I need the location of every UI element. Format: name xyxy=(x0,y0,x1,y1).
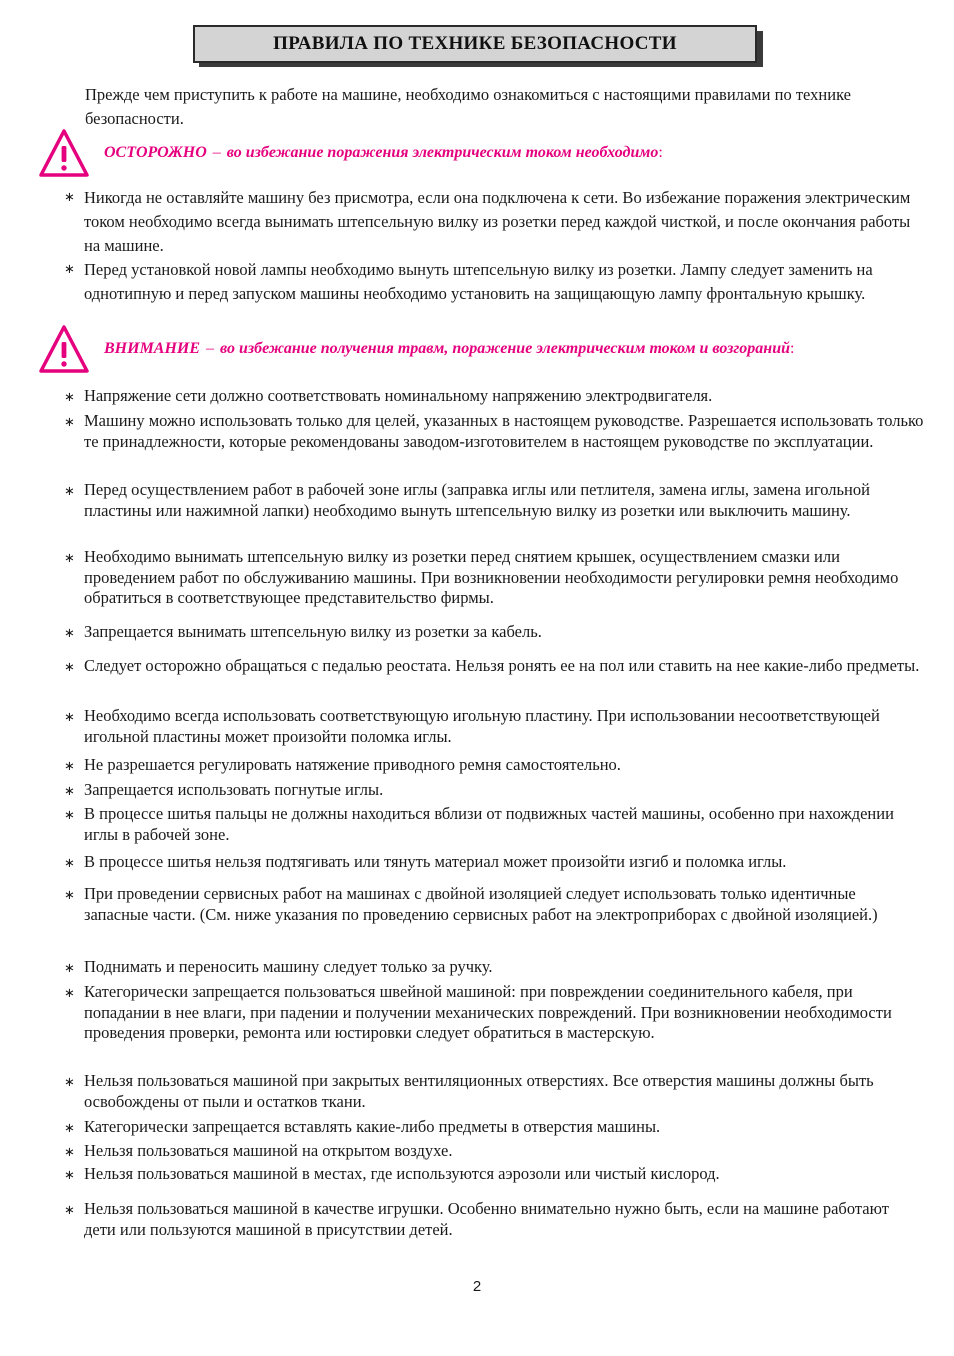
attention-item-9 xyxy=(64,780,924,801)
attention-description: во избежание получения травм, поражение электрическим током и возгораний xyxy=(220,340,790,357)
bullet-star: ∗ xyxy=(64,262,75,277)
attention-item-18 xyxy=(64,1164,924,1185)
list-item-text: Запрещается использовать погнутые иглы. xyxy=(84,780,384,799)
bullet-star: ∗ xyxy=(64,1203,75,1218)
attention-item-4 xyxy=(64,547,924,609)
bullet-star: ∗ xyxy=(64,1168,75,1183)
intro-paragraph: Прежде чем приступить к работе на машине, необходимо ознакомиться с настоящими правилами по технике безопасности. xyxy=(85,85,851,128)
attention-item-13 xyxy=(64,957,924,978)
attention-label: ВНИМАНИЕ xyxy=(104,340,201,357)
caution-item-1 xyxy=(64,186,924,258)
page-title: ПРАВИЛА ПО ТЕХНИКЕ БЕЗОПАСНОСТИ xyxy=(193,25,757,63)
bullet-star: ∗ xyxy=(64,660,75,675)
attention-item-11 xyxy=(64,852,924,873)
list-item-text: Следует осторожно обращаться с педалью реостата. Нельзя ронять ее на пол или ставить на нее какие-либо предметы. xyxy=(84,656,920,675)
caution-item-2 xyxy=(64,258,924,306)
attention-item-1 xyxy=(64,386,924,407)
bullet-star: ∗ xyxy=(64,551,75,566)
attention-item-2 xyxy=(64,411,924,452)
caution-label: ОСТОРОЖНО xyxy=(104,144,207,161)
bullet-star: ∗ xyxy=(64,888,75,903)
attention-item-3 xyxy=(64,480,924,521)
list-item-text: В процессе шитья пальцы не должны находиться вблизи от подвижных частей машины, особенно при нахождении иглы в рабочей зоне. xyxy=(84,804,894,844)
bullet-star: ∗ xyxy=(64,856,75,871)
bullet-star: ∗ xyxy=(64,961,75,976)
bullet-star: ∗ xyxy=(64,415,75,430)
attention-text xyxy=(104,340,794,358)
bullet-star: ∗ xyxy=(64,759,75,774)
attention-colon: : xyxy=(789,340,795,357)
bullet-star: ∗ xyxy=(64,1145,75,1160)
attention-item-17 xyxy=(64,1141,924,1162)
list-item-text: Нельзя пользоваться машиной в местах, где используются аэрозоли или чистый кислород. xyxy=(84,1164,720,1183)
attention-heading xyxy=(38,324,794,374)
list-item-text: Необходимо вынимать штепсельную вилку из розетки перед снятием крышек, осуществлением смазки или проведением работ по обслуживанию машины. При возникновении необходимости регулировки ремня необходимо обратиться в соответствующее представительство фирмы. xyxy=(84,547,899,607)
bullet-star: ∗ xyxy=(64,710,75,725)
list-item-text: Нельзя пользоваться машиной на открытом воздухе. xyxy=(84,1141,453,1160)
bullet-star: ∗ xyxy=(64,190,75,205)
caution-colon: : xyxy=(658,144,663,161)
bullet-star: ∗ xyxy=(64,808,75,823)
list-item-text: При проведении сервисных работ на машинах с двойной изоляцией следует использовать только идентичные запасные части. (См. ниже указания по проведению сервисных работ на электроприборах с двойной изоляцией.) xyxy=(84,884,878,924)
attention-item-15 xyxy=(64,1071,924,1112)
bullet-star: ∗ xyxy=(64,986,75,1001)
caution-text xyxy=(104,144,663,162)
attention-item-7 xyxy=(64,706,924,747)
list-item-text: Необходимо всегда использовать соответствующую игольную пластину. При использовании несоответствующей игольной пластины может произойти поломка иглы. xyxy=(84,706,880,746)
list-item-text: Перед установкой новой лампы необходимо вынуть штепсельную вилку из розетки. Лампу следует заменить на однотипную и перед запуском машины необходимо установить на защищающую лампу фронтальную крышку. xyxy=(84,260,873,303)
attention-dash: – xyxy=(206,340,215,357)
list-item-text: Нельзя пользоваться машиной при закрытых вентиляционных отверстиях. Все отверстия машины должны быть освобождены от пыли и остатков ткани. xyxy=(84,1071,874,1111)
warning-triangle-icon xyxy=(38,128,90,178)
bullet-star: ∗ xyxy=(64,1075,75,1090)
attention-item-12 xyxy=(64,884,924,925)
list-item-text: В процессе шитья нельзя подтягивать или тянуть материал может произойти изгиб и поломка иглы. xyxy=(84,852,787,871)
bullet-star: ∗ xyxy=(64,784,75,799)
list-item-text: Напряжение сети должно соответствовать номинальному напряжению электродвигателя. xyxy=(84,386,713,405)
list-item-text: Категорически запрещается вставлять какие-либо предметы в отверстия машины. xyxy=(84,1117,661,1136)
list-item-text: Категорически запрещается пользоваться швейной машиной: при повреждении соединительного кабеля, при попадании в нее влаги, при падении и получении механических повреждений. При возникновении необходимости проведения проверки, ремонта или юстировки следует обратиться в мастерскую. xyxy=(84,982,892,1042)
attention-item-16 xyxy=(64,1117,924,1138)
list-item-text: Никогда не оставляйте машину без присмотра, если она подключена к сети. Во избежание поражения электрическим током необходимо всегда вынимать штепсельную вилку из розетки перед каждой чисткой, и после окончания работы на машине. xyxy=(84,188,911,255)
attention-item-8 xyxy=(64,755,924,776)
page-title-banner xyxy=(193,25,763,67)
attention-item-14 xyxy=(64,982,924,1044)
attention-item-5 xyxy=(64,622,924,643)
attention-item-10 xyxy=(64,804,924,845)
page-number: 2 xyxy=(472,1278,482,1295)
list-item-text: Поднимать и переносить машину следует только за ручку. xyxy=(84,957,493,976)
attention-item-19 xyxy=(64,1199,924,1240)
caution-dash: – xyxy=(212,144,221,161)
list-item-text: Нельзя пользоваться машиной в качестве игрушки. Особенно внимательно нужно быть, если на машине работают дети или пользуются машиной в присутствии детей. xyxy=(84,1199,889,1239)
bullet-star: ∗ xyxy=(64,390,75,405)
bullet-star: ∗ xyxy=(64,484,75,499)
list-item-text: Запрещается вынимать штепсельную вилку из розетки за кабель. xyxy=(84,622,542,641)
list-item-text: Перед осуществлением работ в рабочей зоне иглы (заправка иглы или петлителя, замена иглы, замена игольной пластины или нажимной лапки) необходимо вынуть штепсельную вилку из розетки или выключить машину. xyxy=(84,480,870,520)
warning-triangle-icon xyxy=(38,324,90,374)
list-item-text: Машину можно использовать только для целей, указанных в настоящем руководстве. Разрешается использовать только те принадлежности, которые рекомендованы заводом-изготовителем в настоящем руководстве по эксплуатации. xyxy=(84,411,924,451)
bullet-star: ∗ xyxy=(64,1121,75,1136)
caution-heading xyxy=(38,128,663,178)
attention-item-6 xyxy=(64,656,924,677)
list-item-text: Не разрешается регулировать натяжение приводного ремня самостоятельно. xyxy=(84,755,621,774)
caution-description: во избежание поражения электрическим током необходимо xyxy=(226,144,659,161)
bullet-star: ∗ xyxy=(64,626,75,641)
